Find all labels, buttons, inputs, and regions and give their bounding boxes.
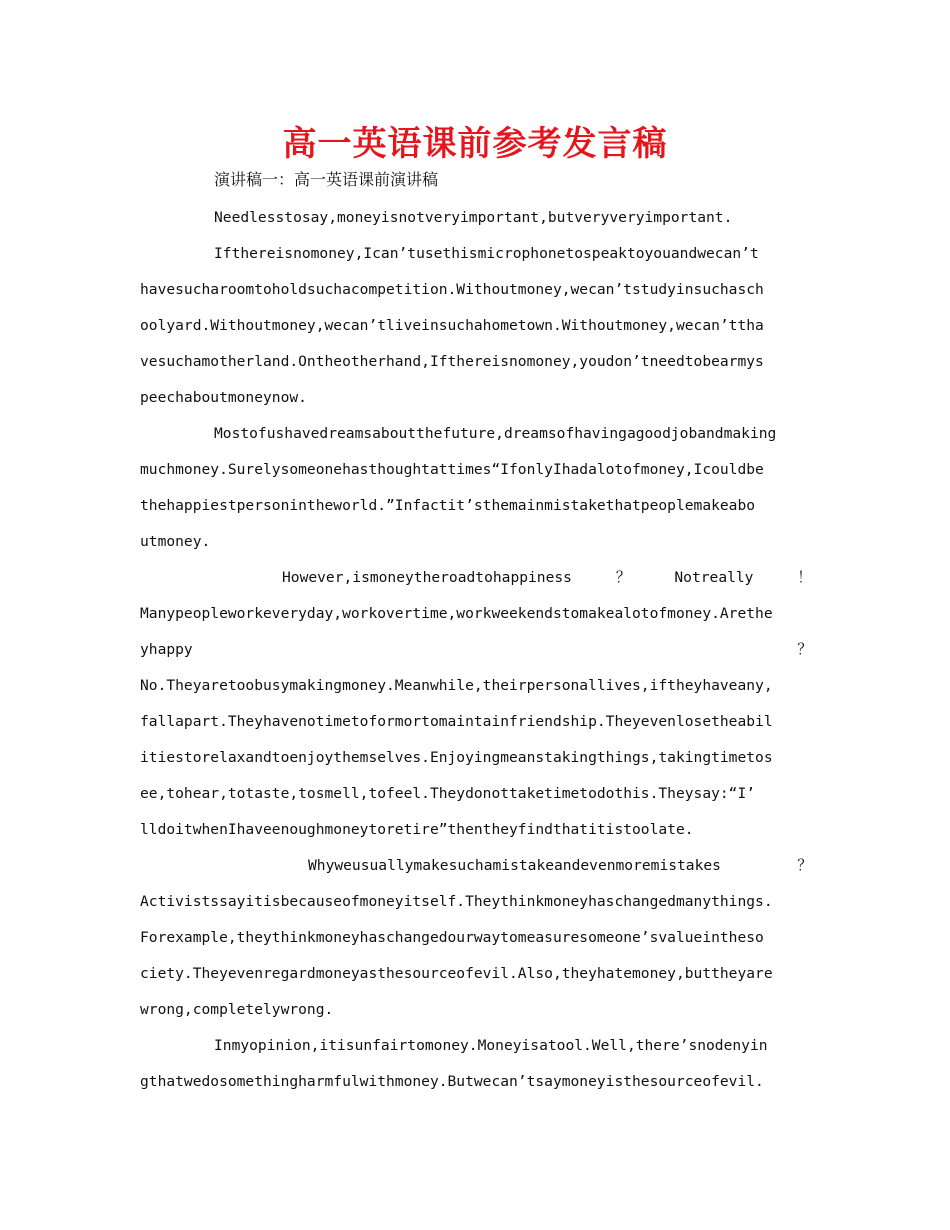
- text-line: Forexample,theythinkmoneyhaschangedourwaytomeasuresomeone’svalueintheso: [140, 929, 764, 946]
- text-line: gthatwedosomethingharmfulwithmoney.Butwecan’tsaymoneyisthesourceofevil.: [140, 1073, 764, 1090]
- text-line: itiestorelaxandtoenjoythemselves.Enjoyingmeanstakingthings,takingtimetos: [140, 749, 773, 766]
- text-line: No.Theyaretoobusymakingmoney.Meanwhile,theirpersonallives,iftheyhaveany,: [140, 677, 773, 694]
- text-line: utmoney.: [140, 533, 211, 550]
- document-subtitle: 演讲稿一：高一英语课前演讲稿: [214, 170, 439, 189]
- text-line: Ifthereisnomoney,Ican’tusethismicrophonetospeaktoyouandwecan’t: [214, 245, 759, 262]
- document-title: 高一英语课前参考发言稿: [282, 124, 668, 164]
- document-body: [140, 200, 812, 1100]
- text-line: havesucharoomtoholdsuchacompetition.Withoutmoney,wecan’tstudyinsuchasch: [140, 281, 764, 298]
- text-line: fallapart.Theyhavenotimetoformortomaintainfriendship.Theyevenlosetheabil: [140, 713, 773, 730]
- text-line: However,ismoneytheroadtohappiness ？ Notreally ！: [282, 569, 812, 586]
- text-line: ee,tohear,totaste,tosmell,tofeel.Theydonottaketimetodothis.Theysay:“I’: [140, 785, 756, 802]
- text-line: wrong,completelywrong.: [140, 1001, 334, 1018]
- text-line: Mostofushavedreamsaboutthefuture,dreamsofhavingagoodjobandmaking: [214, 425, 777, 442]
- text-line: ciety.Theyevenregardmoneyasthesourceofevil.Also,theyhatemoney,buttheyare: [140, 965, 773, 982]
- text-line: peechaboutmoneynow.: [140, 389, 307, 406]
- text-line: yhappy ？: [140, 641, 812, 658]
- text-line: vesuchamotherland.Ontheotherhand,Ifthereisnomoney,youdon’tneedtobearmys: [140, 353, 764, 370]
- text-line: Needlesstosay,moneyisnotveryimportant,butveryveryimportant.: [214, 209, 733, 226]
- text-line: oolyard.Withoutmoney,wecan’tliveinsuchahometown.Withoutmoney,wecan’ttha: [140, 317, 764, 334]
- text-line: Inmyopinion,itisunfairtomoney.Moneyisatool.Well,there’snodenyin: [214, 1037, 768, 1054]
- text-line: Manypeopleworkeveryday,workovertime,workweekendstomakealotofmoney.Arethe: [140, 605, 773, 622]
- text-line: Whyweusuallymakesuchamistakeandevenmoremistakes ？: [308, 857, 812, 874]
- text-line: lldoitwhenIhaveenoughmoneytoretire”thentheyfindthatitistoolate.: [140, 821, 694, 838]
- text-line: Activistssayitisbecauseofmoneyitself.Theythinkmoneyhaschangedmanythings.: [140, 893, 773, 910]
- text-line: thehappiestpersonintheworld.”Infactit’sthemainmistakethatpeoplemakeabo: [140, 497, 756, 514]
- text-line: muchmoney.Surelysomeonehasthoughtattimes“IfonlyIhadalotofmoney,Icouldbe: [140, 461, 764, 478]
